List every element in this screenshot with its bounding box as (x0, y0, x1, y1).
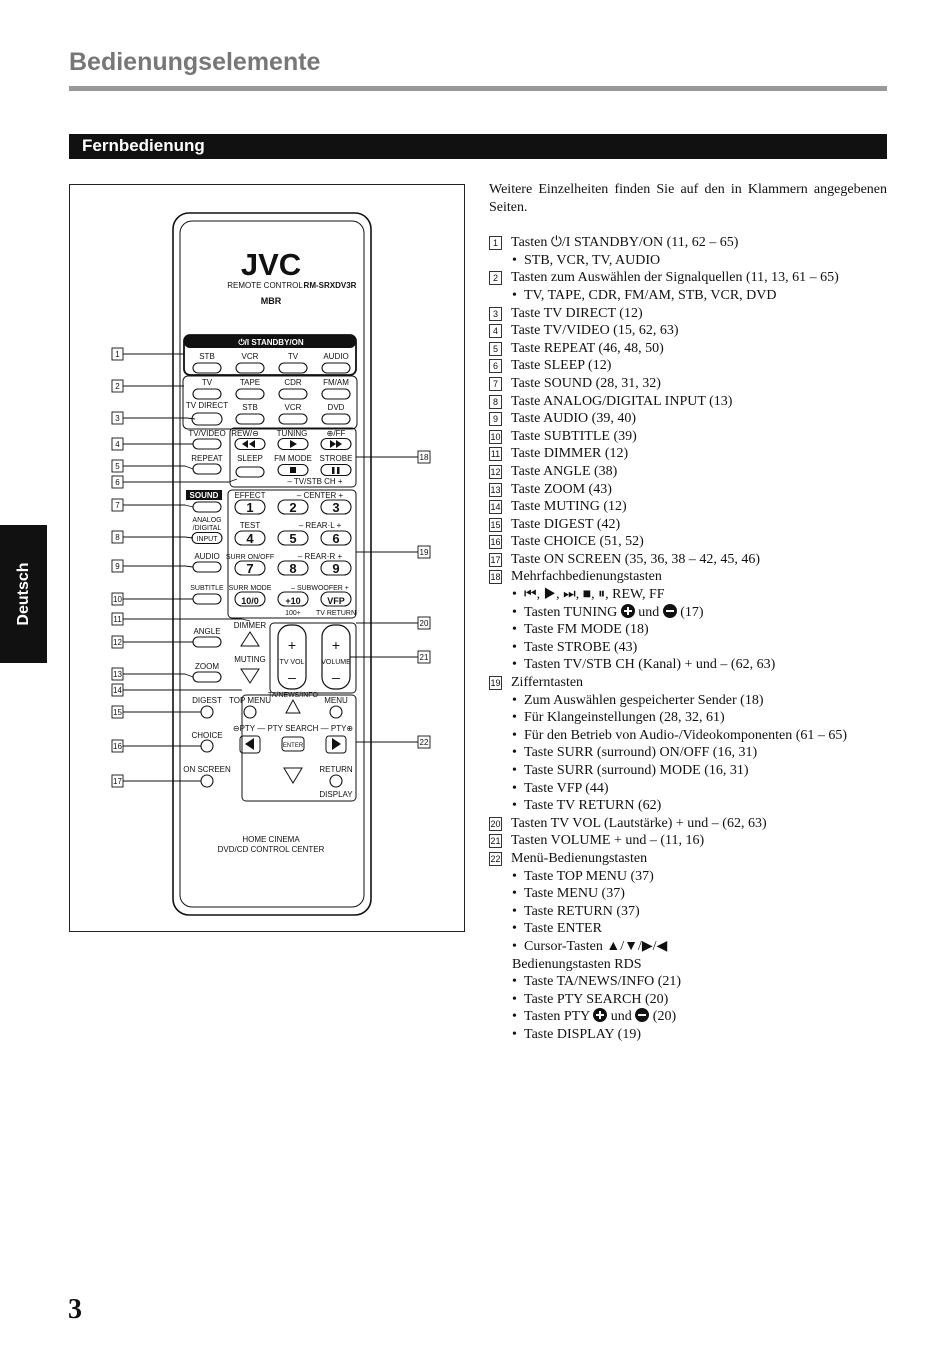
bullet: • (512, 710, 517, 726)
repeat-button (193, 464, 221, 474)
sub-item-text: Für den Betrieb von Audio-/Videokomponenten (61 – 65) (524, 727, 848, 743)
item-number-box: 22 (490, 853, 501, 864)
item-text: Taste MUTING (12) (511, 499, 627, 515)
choice-button (201, 740, 213, 752)
sub-item-text: Für Klangeinstellungen (28, 32, 61) (524, 710, 725, 726)
bullet: • (512, 657, 517, 673)
bullet: • (512, 868, 517, 884)
list-item (489, 516, 887, 534)
tv-vol-label: TV VOL (279, 659, 305, 666)
sub-item (489, 287, 887, 305)
volume-minus: – (332, 669, 340, 685)
list-item (489, 269, 887, 287)
sub-item-text: Taste SURR (surround) MODE (16, 31) (524, 763, 749, 778)
item-text: Tasten VOLUME + und – (11, 16) (511, 833, 705, 849)
zoom-button (193, 672, 221, 682)
callout-number: 6 (115, 478, 120, 487)
sub-item (489, 780, 887, 798)
list-item (489, 445, 887, 463)
callout-number: 13 (113, 670, 122, 679)
item-text: Tasten ⏻/I STANDBY/ON (11, 62 – 65) (511, 235, 739, 251)
item-text: Taste SLEEP (12) (511, 358, 612, 374)
item-text: Taste ON SCREEN (35, 36, 38 – 42, 45, 46) (511, 551, 761, 567)
title-rule (69, 86, 887, 91)
sub-item-text: Taste PTY SEARCH (20) (524, 991, 669, 1007)
number-button-label: 4 (246, 531, 254, 546)
standby-label: ⏻/I STANDBY/ON (238, 338, 304, 347)
bullet: • (512, 1026, 517, 1042)
volume-label: VOLUME (321, 659, 351, 666)
sub-item-text: Taste STROBE (43) (524, 639, 638, 655)
item-number-box: 1 (489, 236, 502, 250)
input-label: INPUT (196, 536, 218, 543)
subtitle-button (193, 594, 221, 604)
list-item (489, 375, 887, 393)
number-button-label: 2 (289, 500, 297, 515)
callout-number: 21 (419, 653, 429, 662)
sleep-label: SLEEP (237, 454, 263, 463)
sub-item (489, 639, 887, 657)
bullet: • (512, 780, 517, 796)
source-label: DVD (327, 403, 345, 412)
sub-item-text: Taste VFP (44) (524, 780, 609, 796)
power-label-audio: AUDIO (323, 352, 349, 361)
source-label: CDR (284, 378, 302, 387)
sub-item-text: Cursor-Tasten ▲/▼/▶/◀ (524, 938, 668, 954)
minus-circle-icon (663, 604, 677, 618)
transport-keys-item (489, 586, 887, 604)
menu-button (330, 706, 342, 718)
rds-heading: Bedienungstasten RDS (512, 956, 642, 972)
plus-circle-icon (621, 604, 635, 618)
number-button-label: 8 (289, 561, 297, 576)
sub-item-text: Taste FM MODE (18) (524, 622, 649, 638)
item-text: Taste CHOICE (51, 52) (511, 534, 644, 550)
language-tab-label: Deutsch (14, 562, 32, 626)
item-text: Zifferntasten (511, 675, 584, 691)
item-text: Taste REPEAT (46, 48, 50) (511, 340, 664, 356)
sub-item (489, 868, 887, 886)
list-item (489, 850, 887, 868)
pty-row-label: ⊖PTY — PTY SEARCH — PTY⊕ (232, 724, 354, 733)
item-list (489, 234, 887, 1043)
bullet: • (512, 763, 517, 778)
model-prefix: REMOTE CONTROL (227, 281, 303, 290)
sound-label: SOUND (189, 491, 219, 500)
audio-button (193, 562, 221, 572)
item-number-box: 7 (489, 377, 502, 391)
item-number-box: 6 (489, 359, 502, 373)
callout-number: 9 (115, 562, 120, 571)
callout-number: 5 (115, 462, 120, 471)
list-item (489, 568, 887, 586)
list-item (489, 234, 887, 252)
item-text: Taste TV/VIDEO (15, 62, 63) (511, 323, 679, 339)
sub-item (489, 1026, 887, 1044)
item-number-box: 8 (489, 395, 502, 409)
analog-label: ANALOG (192, 517, 222, 524)
list-item (489, 322, 887, 340)
source-button (279, 414, 307, 424)
item-number-box: 18 (490, 572, 501, 583)
item-number-box: 21 (490, 836, 501, 847)
bullet: • (512, 727, 517, 743)
fm-mode-label: FM MODE (274, 454, 312, 463)
source-button (236, 414, 264, 424)
number-button-label: 7 (246, 561, 254, 576)
power-label-tv: TV (287, 352, 299, 361)
top-menu-label: TOP MENU (229, 696, 271, 705)
item-text: Taste ANGLE (38) (511, 463, 618, 479)
list-item (489, 428, 887, 446)
effect-label: EFFECT (234, 491, 266, 500)
item-text: Taste DIMMER (12) (511, 446, 629, 462)
item-number-box: 16 (490, 537, 501, 548)
bullet: • (512, 938, 517, 954)
tv-direct-button (192, 413, 222, 425)
language-tab (0, 525, 47, 663)
page-title: Bedienungselemente (69, 48, 321, 76)
sub-item-text: Taste RETURN (37) (524, 903, 640, 919)
tv-video-label: TV/VIDEO (188, 429, 226, 438)
angle-button (193, 637, 221, 647)
sub-item-text: Taste TV RETURN (62) (524, 798, 662, 814)
sub-item (489, 621, 887, 639)
item-number-box: 5 (489, 342, 502, 356)
callout-number: 12 (113, 638, 122, 647)
callout-number: 4 (115, 440, 120, 449)
remote-figure (69, 184, 465, 932)
number-button-label: 3 (332, 500, 340, 515)
item-text: Menü-Bedienungstasten (511, 850, 648, 866)
sub-item (489, 727, 887, 745)
item-number-box: 3 (489, 307, 502, 321)
bullet: • (512, 991, 517, 1007)
sub-item (489, 709, 887, 727)
pause-icon (332, 467, 335, 474)
bullet: • (512, 587, 517, 603)
list-item (489, 481, 887, 499)
callout-number: 7 (115, 501, 120, 510)
bullet: • (512, 745, 517, 761)
strobe-label: STROBE (319, 454, 353, 463)
sub-item (489, 920, 887, 938)
item-number-box: 19 (490, 678, 501, 689)
number-button-label: 10/0 (241, 596, 259, 606)
list-item (489, 832, 887, 850)
item-text: Taste AUDIO (39, 40) (511, 411, 636, 427)
return-label: RETURN (319, 765, 353, 774)
description-column (489, 181, 887, 1044)
test-label: TEST (239, 521, 261, 530)
item-text: Taste ANALOG/DIGITAL INPUT (13) (511, 393, 733, 409)
list-item (489, 498, 887, 516)
item-number-box: 11 (490, 449, 501, 460)
section-title: Fernbedienung (82, 136, 205, 155)
number-button-label: 1 (246, 500, 254, 515)
item-number-box: 15 (490, 519, 501, 530)
item-number-box: 13 (490, 484, 501, 495)
power-button-tv (279, 363, 307, 373)
surr-onoff-label: SURR ON/OFF (225, 554, 275, 561)
volume-plus: + (331, 637, 341, 653)
tv-direct-label: TV DIRECT (185, 401, 229, 410)
source-label: VCR (284, 403, 302, 412)
item-text: Taste SOUND (28, 31, 32) (511, 375, 661, 391)
repeat-label: REPEAT (191, 454, 223, 463)
item-text: Mehrfachbedienungstasten (511, 569, 662, 585)
list-item (489, 410, 887, 428)
stop-icon (290, 467, 296, 473)
source-label: FM/AM (323, 378, 349, 387)
power-button-audio (322, 363, 350, 373)
sub-item (489, 991, 887, 1009)
pause-button (321, 465, 351, 476)
rear-l-label: – REAR·L + (298, 521, 342, 530)
mbr-logo: MBR (260, 296, 282, 306)
page-number: 3 (68, 1294, 82, 1325)
rear-r-label: – REAR·R + (297, 552, 343, 561)
angle-label: ANGLE (193, 627, 221, 636)
item-text: Taste SUBTITLE (39) (511, 428, 637, 444)
muting-label: MUTING (234, 655, 266, 664)
callout-number: 20 (419, 619, 429, 628)
dimmer-label: DIMMER (233, 621, 267, 630)
sub-item (489, 744, 887, 762)
power-label-stb: STB (199, 352, 215, 361)
minus-circle-icon (635, 1008, 649, 1022)
callout-number: 2 (115, 382, 120, 391)
bullet: • (512, 974, 517, 990)
list-item (489, 463, 887, 481)
sub-item (489, 762, 887, 780)
list-item (489, 551, 887, 569)
surr-mode-label: SURR MODE (228, 585, 272, 592)
tv-video-button (193, 439, 221, 449)
sub-item-text: Zum Auswählen gespeicherter Sender (18) (524, 692, 764, 708)
callout-number: 8 (115, 533, 120, 542)
plus-circle-icon (593, 1008, 607, 1022)
enter-label: ENTER (282, 743, 304, 749)
item-number-box: 4 (489, 324, 502, 338)
tv-vol-minus: – (288, 669, 296, 685)
brand-logo: JVC (240, 247, 302, 282)
sub-item (489, 903, 887, 921)
callout-number: 19 (419, 548, 429, 557)
source-label: TV (201, 378, 213, 387)
digital-label: /DIGITAL (192, 525, 222, 532)
callout-number: 1 (115, 350, 120, 359)
bullet: • (512, 921, 517, 937)
number-button-label: 6 (332, 531, 340, 546)
list-item (489, 305, 887, 323)
item-text: Taste ZOOM (43) (511, 481, 612, 497)
item-number-box: 14 (490, 502, 501, 513)
sub-item-text: ⏮, ▶, ⏭, ■, ⏸, REW, FF (524, 587, 665, 603)
item-text: Tasten zum Auswählen der Signalquellen (11, 13, 61 – 65) (511, 270, 839, 286)
footer-home-cinema: HOME CINEMA (242, 835, 300, 844)
on-screen-label: ON SCREEN (183, 765, 231, 774)
list-item (489, 393, 887, 411)
ff-label: ⊕/FF (326, 429, 346, 438)
display-label: DISPLAY (319, 790, 353, 799)
list-item (489, 674, 887, 692)
power-button-stb (193, 363, 221, 373)
sub-item-text: Tasten PTY und (20) (524, 1009, 677, 1025)
callout-number: 10 (113, 595, 122, 604)
tuning-label: TUNING (276, 429, 308, 438)
digest-label: DIGEST (192, 696, 222, 705)
source-label: STB (242, 403, 258, 412)
item-number-box: 9 (489, 412, 502, 426)
zoom-label: ZOOM (195, 662, 219, 671)
sub-item-text: Taste MENU (37) (524, 886, 625, 902)
pty-keys-item (489, 1008, 887, 1026)
number-button-label: 9 (332, 561, 340, 576)
ta-news-label: TA/NEWS/INFO (267, 692, 319, 699)
sub-item (489, 656, 887, 674)
bullet: • (512, 252, 517, 268)
on-screen-button (201, 775, 213, 787)
choice-label: CHOICE (191, 731, 223, 740)
callout-number: 11 (113, 615, 122, 624)
bullet: • (512, 692, 517, 708)
callout-number: 16 (113, 742, 122, 751)
number-button-label: 5 (289, 531, 297, 546)
list-item (489, 357, 887, 375)
source-button (322, 414, 350, 424)
callout-number: 14 (113, 686, 122, 695)
callout-number: 17 (113, 777, 122, 786)
rew-label: REW/⊖ (231, 429, 259, 438)
digest-button (201, 706, 213, 718)
footer-control-center: DVD/CD CONTROL CENTER (217, 845, 325, 854)
source-button (279, 389, 307, 399)
number-button-label: +10 (285, 596, 301, 606)
bullet: • (512, 287, 517, 303)
bullet: • (512, 639, 517, 655)
item-text: Taste TV DIRECT (12) (511, 305, 643, 321)
sleep-button (236, 467, 264, 477)
callout-number: 15 (113, 708, 122, 717)
item-number-box: 12 (490, 466, 501, 477)
tv-return-label: TV RETURN (315, 610, 357, 617)
source-label: TAPE (239, 378, 261, 387)
menu-label: MENU (324, 696, 348, 705)
subtitle-label: SUBTITLE (190, 585, 224, 592)
top-menu-button (244, 706, 256, 718)
source-button (236, 389, 264, 399)
sub-item (489, 797, 887, 815)
hundred-label: 100+ (285, 610, 301, 617)
item-number-box: 2 (489, 271, 502, 285)
subwoofer-label: – SUBWOOFER + (291, 585, 349, 592)
list-item (489, 340, 887, 358)
sub-item-text: Taste SURR (surround) ON/OFF (16, 31) (524, 745, 758, 761)
sub-item (489, 938, 887, 956)
bullet: • (512, 1009, 517, 1025)
sub-item (489, 252, 887, 270)
callout-number: 3 (115, 414, 120, 423)
remote-illustration (70, 185, 466, 933)
item-text: Taste DIGEST (42) (511, 516, 621, 532)
bullet: • (512, 622, 517, 638)
sub-item-text: Tasten TUNING und (17) (524, 604, 704, 620)
bullet: • (512, 886, 517, 902)
sub-item-text: STB, VCR, TV, AUDIO (524, 252, 661, 268)
tv-vol-plus: + (287, 637, 297, 653)
center-label: – CENTER + (296, 491, 344, 500)
sub-item (489, 973, 887, 991)
tuning-keys-item (489, 604, 887, 622)
item-number-box: 20 (490, 818, 501, 829)
sub-item-text: Taste TOP MENU (37) (524, 868, 654, 884)
bullet: • (512, 604, 517, 620)
power-button-vcr (236, 363, 264, 373)
sub-item (489, 885, 887, 903)
number-button-label: VFP (327, 596, 345, 606)
sub-item-text: Taste TA/NEWS/INFO (21) (524, 974, 682, 990)
item-number-box: 17 (490, 554, 501, 565)
sub-item-text: Tasten TV/STB CH (Kanal) + und – (62, 63) (524, 657, 776, 673)
bullet: • (512, 798, 517, 814)
pause-icon (337, 467, 340, 474)
callout-number: 22 (419, 738, 429, 747)
intro-text: Weitere Einzelheiten finden Sie auf den in Klammern angegebenen Seiten. (489, 182, 887, 215)
sub-item (489, 692, 887, 710)
model-label: RM-SRXDV3R (303, 281, 357, 290)
item-number-box: 10 (490, 431, 501, 442)
list-item (489, 533, 887, 551)
source-button (322, 389, 350, 399)
power-label-vcr: VCR (241, 352, 259, 361)
return-button (330, 775, 342, 787)
sound-button (193, 502, 221, 512)
callout-number: 18 (419, 453, 429, 462)
audio-label: AUDIO (194, 552, 220, 561)
bullet: • (512, 903, 517, 919)
sub-item-text: Taste ENTER (524, 921, 602, 937)
source-button (193, 389, 221, 399)
list-item (489, 815, 887, 833)
tv-stb-ch-label: – TV/STB CH + (287, 477, 343, 486)
section-header (69, 134, 887, 159)
sub-item-text: Taste DISPLAY (19) (524, 1026, 641, 1042)
sub-item-text: TV, TAPE, CDR, FM/AM, STB, VCR, DVD (524, 287, 777, 303)
item-text: Tasten TV VOL (Lautstärke) + und – (62, 63) (511, 815, 767, 831)
